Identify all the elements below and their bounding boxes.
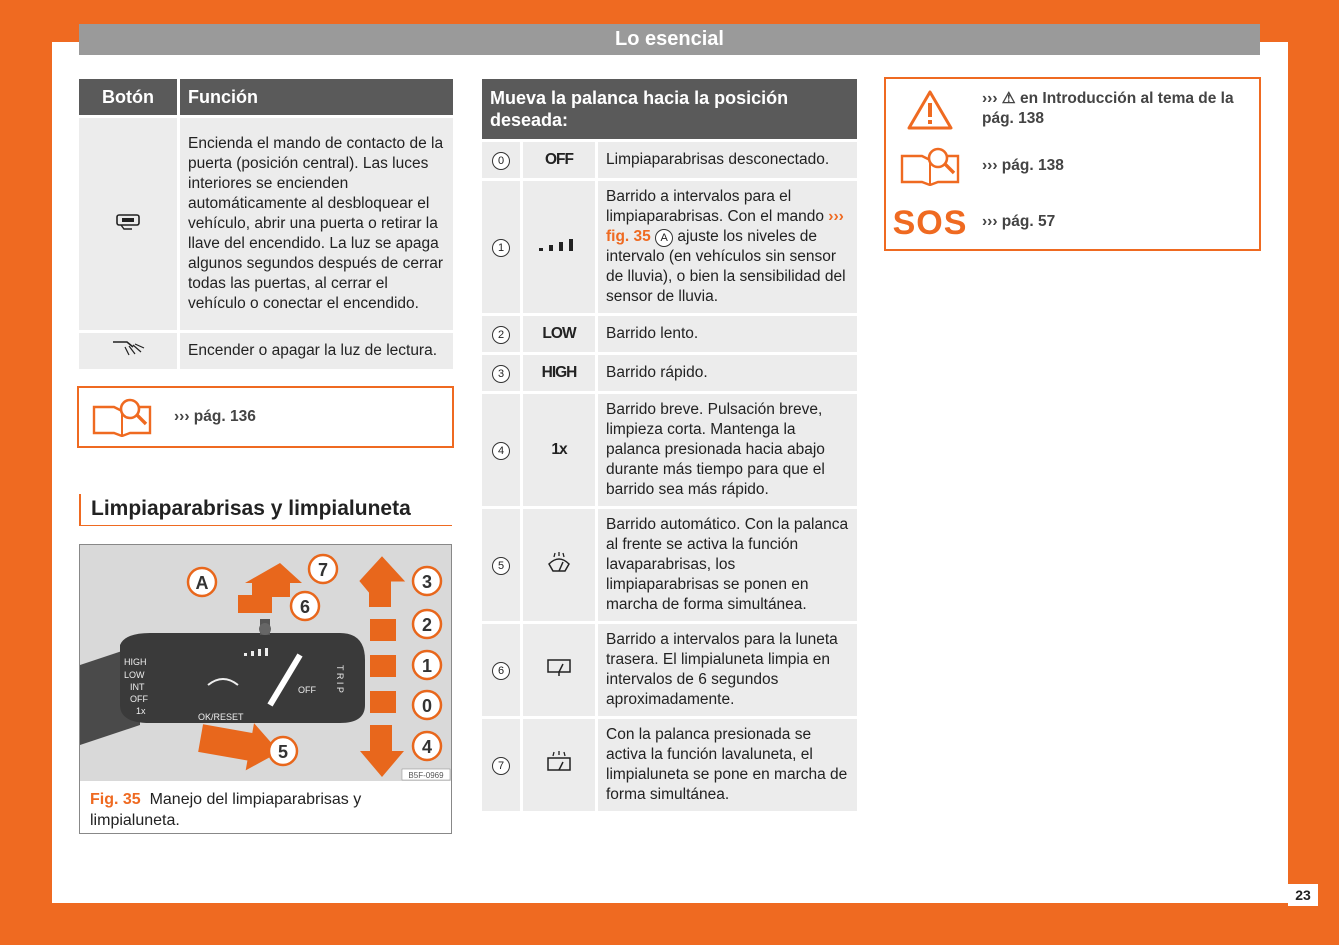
fig-link[interactable]: ››› fig. 35 — [606, 208, 844, 245]
row-text: Limpiaparabrisas desconectado. — [598, 142, 857, 178]
rear-wiper-icon — [545, 656, 573, 678]
section-title: Limpiaparabrisas y limpialuneta — [79, 494, 452, 526]
callout-7: 7 — [317, 560, 329, 580]
row-symbol — [523, 509, 595, 621]
figure-label: Fig. 35 — [90, 791, 141, 808]
row-text: Barrido a intervalos para la luneta trasera. El limpialuneta limpia en intervalos de 6 segundos aproximadamente. — [598, 624, 857, 716]
reading-light-icon — [111, 339, 145, 357]
row-text: Barrido rápido. — [598, 355, 857, 391]
lever-label-low: LOW — [124, 670, 145, 680]
row-number: 3 — [482, 355, 520, 391]
table-header-funcion: Función — [180, 79, 453, 115]
lever-label-off2: OFF — [298, 685, 316, 695]
callout-a-inline: A — [655, 229, 673, 247]
callout-2: 2 — [421, 615, 433, 635]
ref-icon-area — [79, 388, 165, 446]
page-number: 23 — [1288, 884, 1318, 906]
ref-row-text[interactable]: ››› ⚠ en Introducción al tema de la pág. 138 — [982, 90, 1234, 127]
ref-row-text[interactable]: ››› pág. 57 — [982, 213, 1056, 230]
row-text: Con la palanca presionada se activa la función lavaluneta, el limpialuneta se pone en marcha de forma simultánea. — [598, 719, 857, 811]
row-number: 1 — [482, 181, 520, 313]
row-symbol — [523, 181, 595, 313]
ref-row-icon — [886, 143, 974, 189]
button-function-table — [76, 76, 456, 372]
lever-label-off: OFF — [130, 694, 148, 704]
warning-triangle-icon — [906, 89, 954, 131]
lever-label-high: HIGH — [124, 657, 147, 667]
lever-label-trip: T R I P — [335, 665, 345, 693]
row-number: 6 — [482, 624, 520, 716]
table-row-text: Encender o apagar la luz de lectura. — [180, 333, 453, 369]
row-symbol-high: HIGH — [523, 355, 595, 391]
row-text: Barrido breve. Pulsación breve, limpieza corta. Mantenga la palanca presionada hacia abajo durante más tiempo para que el barrido sea más rápido. — [598, 394, 857, 506]
ref-text[interactable]: ››› pág. 136 — [174, 408, 256, 425]
ref-row-warning — [886, 79, 1259, 141]
ref-row-text[interactable]: ››› pág. 138 — [982, 157, 1064, 174]
wiper-lever-illustration — [80, 545, 451, 781]
row-text: Barrido automático. Con la palanca al frente se activa la función lavaparabrisas, los limpiaparabrisas se ponen en marcha de forma simultánea. — [598, 509, 857, 621]
callout-6: 6 — [299, 597, 311, 617]
lever-label-1x: 1x — [136, 706, 146, 716]
reference-panel — [884, 77, 1261, 251]
row-number: 5 — [482, 509, 520, 621]
row-number: 0 — [482, 142, 520, 178]
lever-label-okreset: OK/RESET — [198, 712, 244, 722]
row-symbol-off: OFF — [523, 142, 595, 178]
callout-a: A — [195, 573, 209, 593]
figure-wiper-lever — [79, 544, 452, 834]
row-number: 2 — [482, 316, 520, 352]
interior-light-door-icon — [115, 212, 141, 230]
callout-0: 0 — [421, 696, 433, 716]
table-row-icon — [79, 118, 177, 330]
windscreen-washer-icon — [546, 550, 572, 574]
callout-4: 4 — [421, 737, 433, 757]
row-number: 4 — [482, 394, 520, 506]
row-symbol — [523, 624, 595, 716]
figure-code: B5F-0969 — [408, 771, 444, 780]
ref-row-icon — [886, 87, 974, 133]
row-text: Barrido a intervalos para el limpiaparabrisas. Con el mando ››› fig. 35 A ajuste los niveles de intervalo (en vehículos sin sensor de lluvia), o bien la sensibilidad del sensor de lluvia. — [598, 181, 857, 313]
ref-row-book — [886, 141, 1259, 193]
callout-1: 1 — [421, 656, 433, 676]
sos-icon: SOS — [892, 203, 968, 242]
figure-caption-text: Manejo del limpiaparabrisas y limpialuneta. — [90, 791, 362, 829]
row-symbol — [523, 719, 595, 811]
figure-caption — [90, 789, 440, 831]
figure-image — [80, 545, 451, 781]
lever-position-table — [479, 76, 860, 814]
lever-table-header: Mueva la palanca hacia la posición deseada: — [482, 79, 857, 139]
row-symbol-low: LOW — [523, 316, 595, 352]
row-symbol-1x: 1x — [523, 394, 595, 506]
page-header: Lo esencial — [79, 24, 1260, 55]
callout-3: 3 — [421, 572, 433, 592]
row-text: Barrido lento. — [598, 316, 857, 352]
ref-row-sos — [886, 197, 1259, 249]
table-row-text: Encienda el mando de contacto de la puerta (posición central). Las luces interiores se encienden automáticamente al desbloquear el vehículo, abrir una puerta o retirar la llave del encendido. La luz se apaga algunos segundos después de cerrar todas las puertas, al cerrar el vehículo o conectar el encendido. — [180, 118, 453, 330]
reference-box — [77, 386, 454, 448]
book-magnifier-icon — [90, 397, 154, 437]
table-header-boton: Botón — [79, 79, 177, 115]
lever-label-int: INT — [130, 682, 145, 692]
row-number: 7 — [482, 719, 520, 811]
rear-washer-icon — [545, 750, 573, 774]
callout-5: 5 — [277, 742, 289, 762]
table-row-icon — [79, 333, 177, 369]
book-magnifier-icon — [898, 146, 962, 186]
interval-bars-icon — [537, 236, 581, 252]
